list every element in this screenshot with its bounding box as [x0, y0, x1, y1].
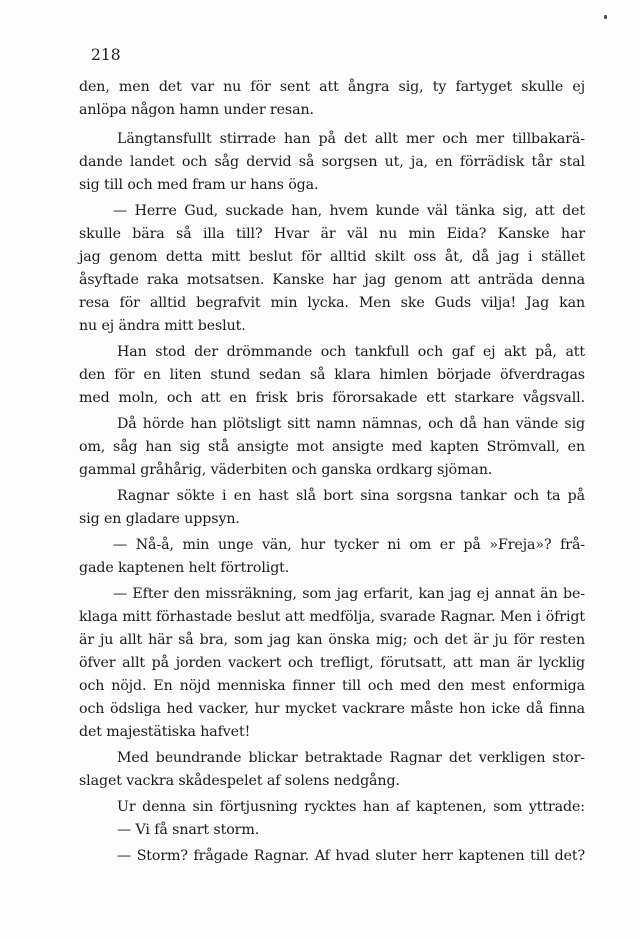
- text-line: — Herre Gud, suckade han, hvem kunde väl tänka sig, att det: [113, 203, 585, 219]
- text-line: slaget vackra skådespelet af solens nedgång.: [79, 773, 400, 789]
- text-line: nu ej ändra mitt beslut.: [79, 318, 246, 334]
- page-number: 218: [91, 46, 121, 64]
- text-line: skulle bära så illa till? Hvar är väl nu min Eida? Kanske har: [79, 226, 585, 242]
- text-line: — Nå-å, min unge vän, hur tycker ni om er på »Freja»? frå-: [113, 537, 585, 553]
- text-line: med moln, och att en frisk bris förorsakade ett starkare vågsvall.: [79, 390, 585, 406]
- text-line: — Vi få snart storm.: [117, 822, 260, 838]
- text-line: gammal gråhårig, väderbiten och ganska ordkarg sjöman.: [79, 462, 493, 478]
- text-line: Längtansfullt stirrade han på det allt mer och mer tillbakarä-: [117, 131, 585, 147]
- text-line: den för en liten stund sedan så klara himlen började öfverdragas: [79, 367, 585, 383]
- text-line: — Efter den missräkning, som jag erfarit, kan jag ej annat än be-: [113, 586, 585, 602]
- text-line: Ragnar sökte i en hast slå bort sina sorgsna tankar och ta på: [117, 488, 585, 504]
- text-line: den, men det var nu för sent att ångra sig, ty fartyget skulle ej: [79, 79, 585, 95]
- text-line: öfver allt på jorden vackert och trefligt, förutsatt, att man är lycklig: [79, 655, 585, 671]
- text-line: är ju allt här så bra, som jag kan önska mig; och det är ju för resten: [79, 632, 585, 648]
- text-line: resa för alltid begrafvit min lycka. Men ske Guds vilja! Jag kan: [79, 295, 585, 311]
- text-line: Med beundrande blickar betraktade Ragnar det verkligen stor-: [117, 750, 585, 766]
- text-line: Då hörde han plötsligt sitt namn nämnas, och då han vände sig: [117, 416, 585, 432]
- text-line: och nöjd. En nöjd menniska finner till och med den mest enformiga: [79, 678, 585, 694]
- text-line: gade kaptenen helt förtroligt.: [79, 560, 290, 576]
- text-line: dande landet och såg dervid så sorgsen ut, ja, en förrädisk tår stal: [79, 154, 585, 170]
- text-line: sig en gladare uppsyn.: [79, 511, 240, 527]
- text-line: jag genom detta mitt beslut för alltid skilt oss åt, då jag i stället: [79, 249, 585, 265]
- text-line: det majestätiska hafvet!: [79, 724, 251, 740]
- text-line: anlöpa någon hamn under resan.: [79, 102, 314, 118]
- ink-speck: [604, 15, 607, 19]
- text-line: om, såg han sig stå ansigte mot ansigte med kapten Strömvall, en: [79, 439, 585, 455]
- text-line: klaga mitt förhastade beslut att medfölja, svarade Ragnar. Men i öfrigt: [79, 609, 585, 625]
- text-line: Ur denna sin förtjusning rycktes han af kaptenen, som yttrade:: [117, 799, 585, 815]
- text-line: — Storm? frågade Ragnar. Af hvad sluter herr kaptenen till det?: [117, 848, 585, 864]
- text-line: sig till och med fram ur hans öga.: [79, 177, 319, 193]
- text-line: och ödsliga hed vacker, hur mycket vackrare måste hon icke då finna: [79, 701, 585, 717]
- text-line: Han stod der drömmande och tankfull och gaf ej akt på, att: [117, 344, 585, 360]
- text-line: åsyftade raka motsatsen. Kanske har jag genom att anträda denna: [79, 272, 585, 288]
